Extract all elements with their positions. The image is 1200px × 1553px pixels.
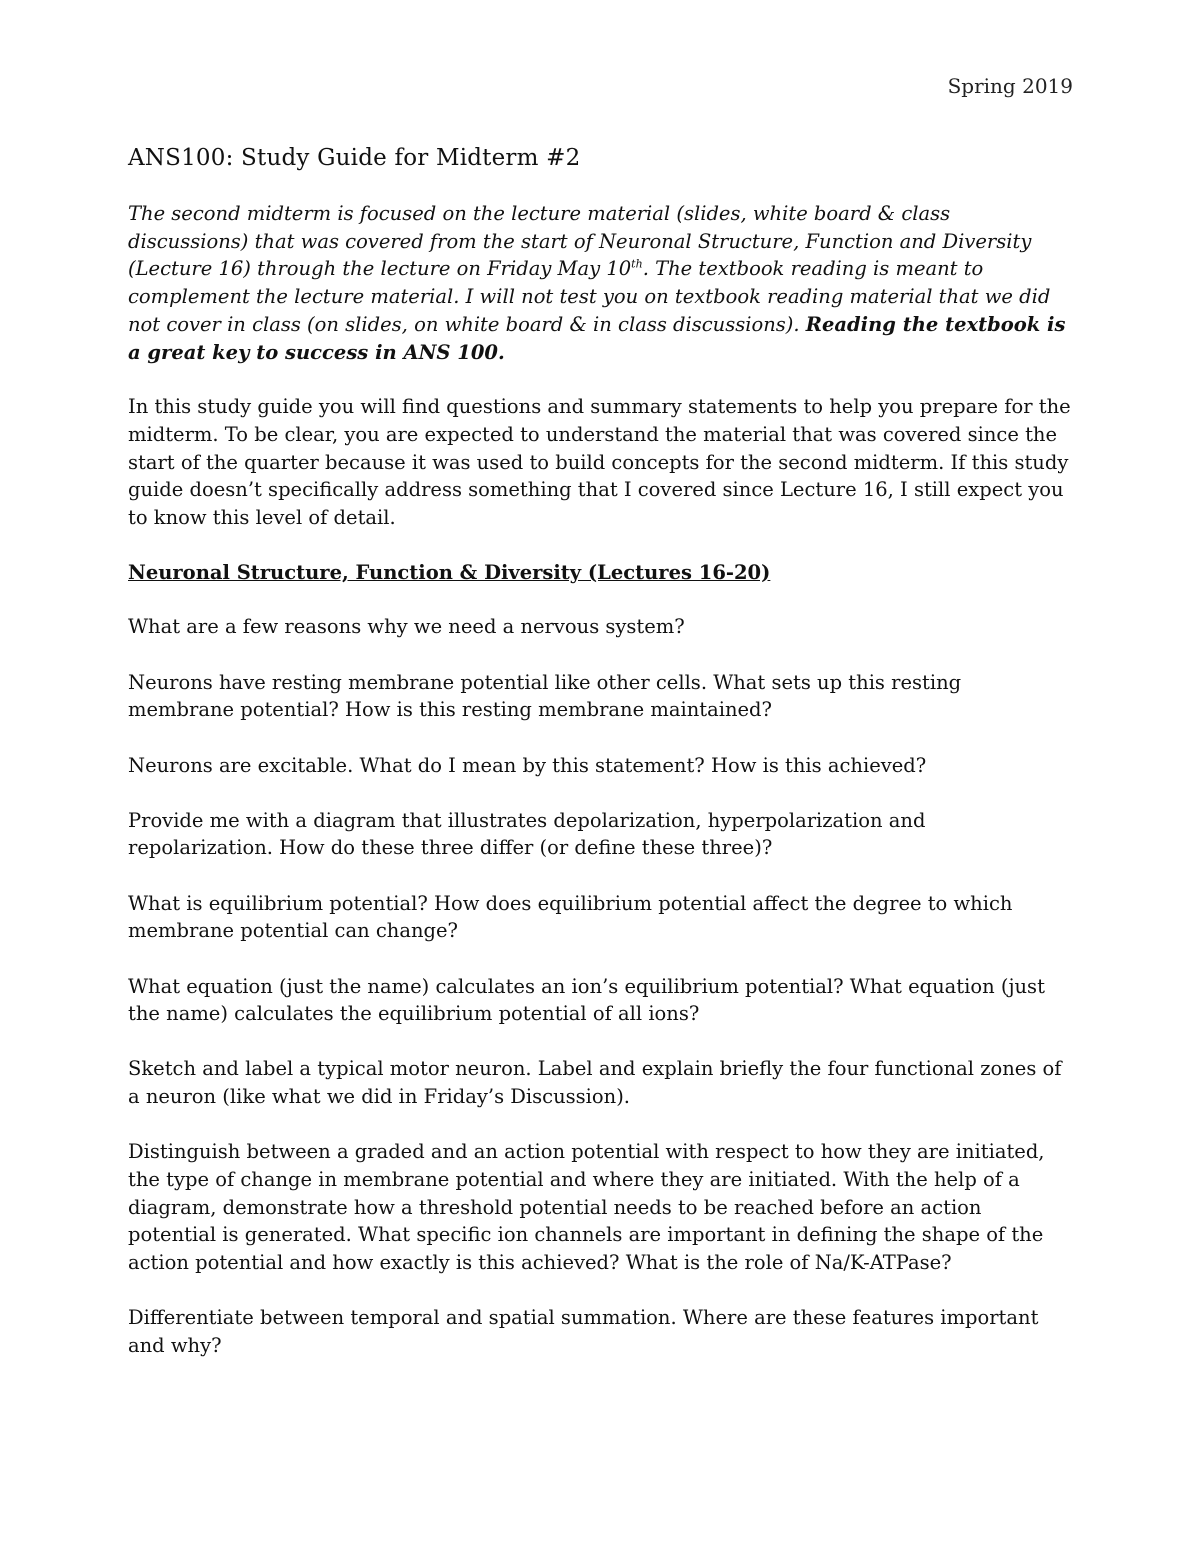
question-8: Distinguish between a graded and an action potential with respect to how they are initiated, the type of change in membrane potential and where they are initiated. With the help of a diagram, demonstrate how a threshold potential needs to be reached before an action potential is generated. What specific ion channels are important in defining the shape of the action potential and how exactly is this achieved? What is the role of Na/K-ATPase? [128,1140,1045,1275]
question-1: What are a few reasons why we need a nervous system? [128,615,685,639]
question-9: Differentiate between temporal and spatial summation. Where are these features important and why? [128,1306,1039,1358]
question-3: Neurons are excitable. What do I mean by this statement? How is this achieved? [128,753,927,777]
intro-superscript: th [631,257,643,271]
document-body [128,142,1073,1387]
intro-text-part2: . The textbook reading is meant to complement the lecture material. I will not test you on textbook reading material that we did not cover in class (on slides, on white board & in class discussions). [128,257,1051,336]
question-2: Neurons have resting membrane potential like other cells. What sets up this resting membrane potential? How is this resting membrane maintained? [128,670,962,722]
question-4: Provide me with a diagram that illustrates depolarization, hyperpolarization and repolarization. How do these three differ (or define these three)? [128,808,926,860]
intro-text-part1: The second midterm is focused on the lecture material (slides, white board & class discussions) that was covered from the start of Neuronal Structure, Function and Diversity (Lecture 16) through the lecture on Friday May 10 [128,202,1032,281]
section-heading: Neuronal Structure, Function & Diversity (Lectures 16-20) [128,560,771,584]
question-5: What is equilibrium potential? How does equilibrium potential affect the degree to which membrane potential can change? [128,891,1013,943]
intro-emphasis: Reading the textbook is a great key to success in ANS 100. [128,312,1066,364]
question-7: Sketch and label a typical motor neuron. Label and explain briefly the four functional zones of a neuron (like what we did in Friday’s Discussion). [128,1057,1062,1109]
intro-paragraph [128,200,1073,366]
guide-paragraph: In this study guide you will find questions and summary statements to help you prepare for the midterm. To be clear, you are expected to understand the material that was covered since the start of the quarter because it was used to build concepts for the second midterm. If this study guide doesn’t specifically address something that I covered since Lecture 16, I still expect you to know this level of detail. [128,395,1071,530]
question-6: What equation (just the name) calculates an ion’s equilibrium potential? What equation (just the name) calculates the equilibrium potential of all ions? [128,974,1045,1026]
document-title: ANS100: Study Guide for Midterm #2 [128,145,581,171]
semester-label: Spring 2019 [947,74,1073,98]
